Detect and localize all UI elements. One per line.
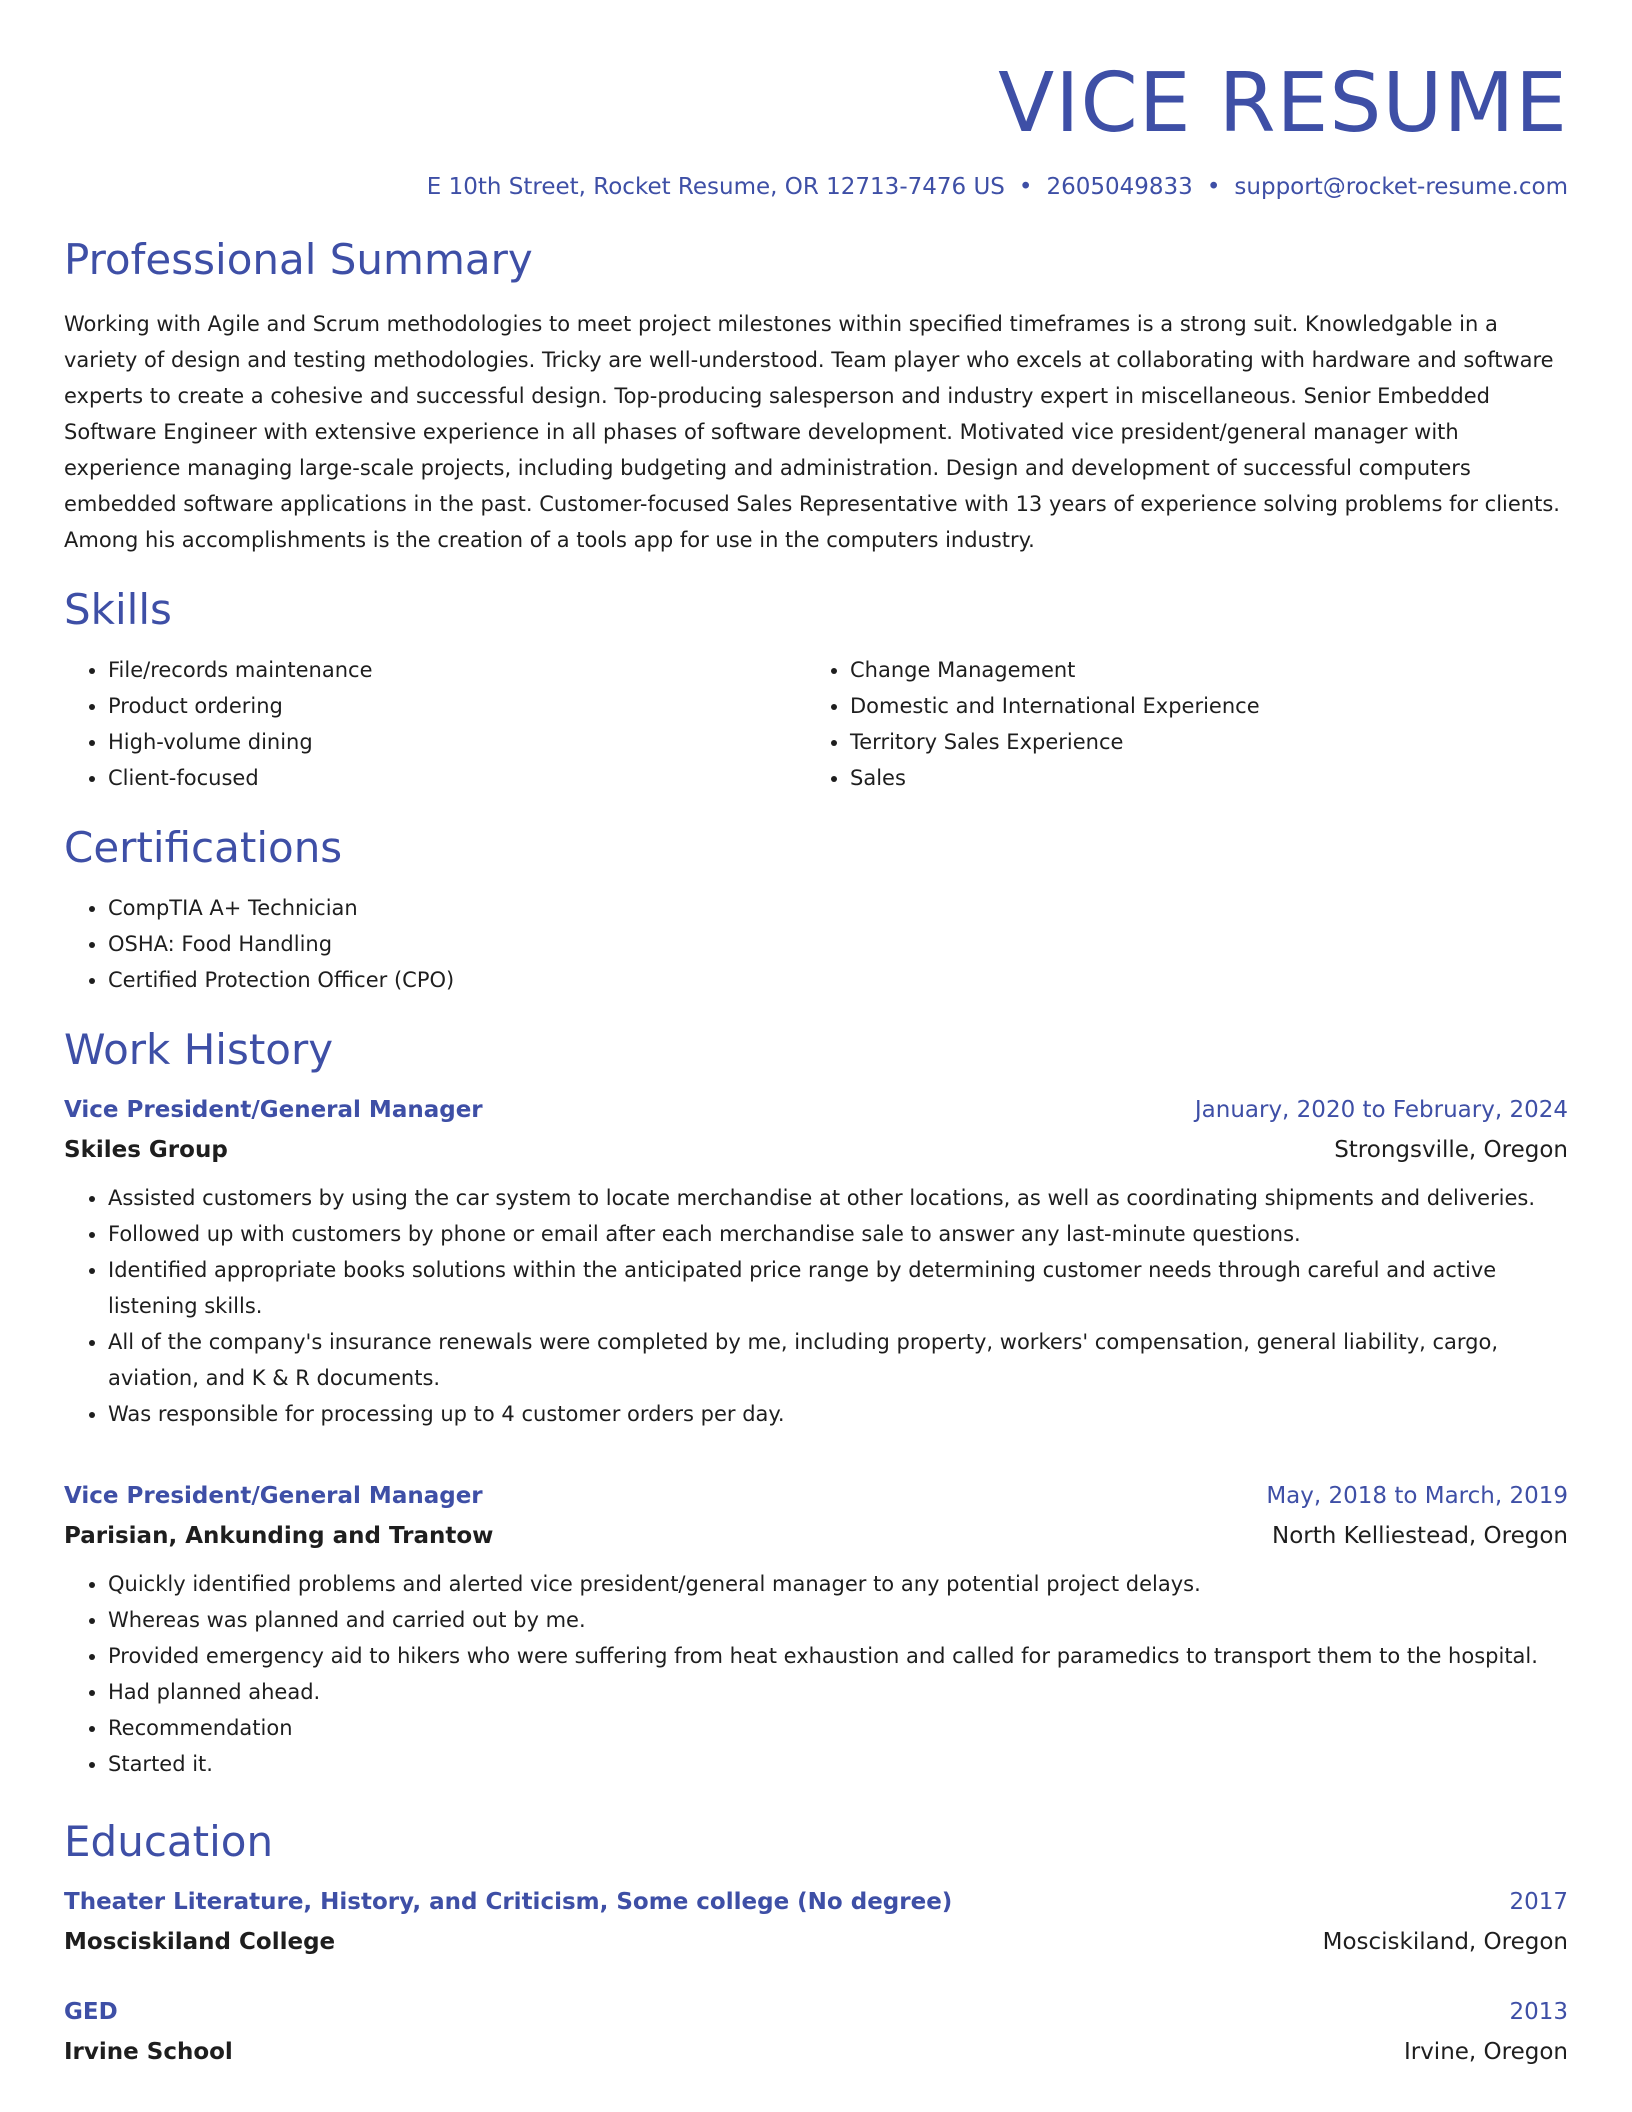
job-title: Vice President/General Manager (64, 1483, 483, 1509)
job-dates: January, 2020 to February, 2024 (1194, 1097, 1568, 1123)
job-duty-item: • Was responsible for processing up to 4 customer orders per day. (108, 1396, 1568, 1432)
education-entry (64, 1992, 1568, 2072)
skill-item: • Domestic and International Experience (850, 688, 1548, 724)
education-year: 2013 (1509, 1999, 1568, 2025)
certifications-list (64, 890, 1568, 998)
section-title-summary: Professional Summary (64, 235, 533, 284)
skill-item: • Territory Sales Experience (850, 724, 1548, 760)
job-location: North Kelliestead, Oregon (1272, 1523, 1568, 1549)
contact-phone: 2605049833 (1046, 174, 1193, 200)
job-entry (64, 1476, 1568, 1782)
job-duty-item: • Provided emergency aid to hikers who were suffering from heat exhaustion and called for paramedics to transport them to the hospital. (108, 1638, 1568, 1674)
skill-item: • File/records maintenance (108, 652, 806, 688)
section-title-work-history: Work History (64, 1025, 334, 1074)
job-duty-item: • Recommendation (108, 1710, 1568, 1746)
skills-column-right (806, 652, 1548, 796)
education-entry (64, 1882, 1568, 1962)
job-duty-item: • Assisted customers by using the car system to locate merchandise at other locations, as well as coordinating shipments and deliveries. (108, 1180, 1568, 1216)
job-duties (64, 1180, 1568, 1432)
job-duty-item: • Whereas was planned and carried out by me. (108, 1602, 1568, 1638)
job-duty-item: • Identified appropriate books solutions within the anticipated price range by determining customer needs through careful and active listening skills. (108, 1252, 1568, 1324)
job-duty-item: • Had planned ahead. (108, 1674, 1568, 1710)
job-title: Vice President/General Manager (64, 1097, 483, 1123)
job-employer: Parisian, Ankunding and Trantow (64, 1523, 494, 1549)
resume-header (64, 54, 1568, 204)
skill-item: • Product ordering (108, 688, 806, 724)
section-title-education: Education (64, 1817, 274, 1866)
skills-column-left (64, 652, 806, 796)
education-degree: Theater Literature, History, and Criticism, Some college (No degree) (64, 1889, 953, 1915)
contact-line (64, 170, 1568, 204)
skill-item: • High-volume dining (108, 724, 806, 760)
contact-separator: • (1206, 174, 1221, 200)
candidate-name: VICE RESUME (998, 56, 1568, 151)
education-year: 2017 (1509, 1889, 1568, 1915)
skill-item: • Change Management (850, 652, 1548, 688)
section-title-skills: Skills (64, 585, 172, 634)
summary-text: Working with Agile and Scrum methodologies to meet project milestones within specified timeframes is a strong suit. Knowledgable in a variety of design and testing methodologies. Tricky are well-understood. Team player who excels at collaborating with hardware and software experts to create a cohesive and successful design. Top-producing salesperson and industry expert in miscellaneous. Senior Embedded Software Engineer with extensive experience in all phases of software development. Motivated vice president/general manager with experience managing large-scale projects, including budgeting and administration. Design and development of successful computers embedded software applications in the past. Customer-focused Sales Representative with 13 years of experience solving problems for clients. Among his accomplishments is the creation of a tools app for use in the computers industry. (64, 312, 1560, 552)
job-duty-item: • Quickly identified problems and alerted vice president/general manager to any potential project delays. (108, 1566, 1568, 1602)
job-dates: May, 2018 to March, 2019 (1266, 1483, 1568, 1509)
certification-item: • Certified Protection Officer (CPO) (108, 962, 1568, 998)
education-school: Mosciskiland College (64, 1929, 336, 1955)
education-degree: GED (64, 1999, 118, 2025)
education-school: Irvine School (64, 2039, 233, 2065)
job-location: Strongsville, Oregon (1334, 1137, 1568, 1163)
skill-item: • Sales (850, 760, 1548, 796)
education-location: Irvine, Oregon (1403, 2039, 1568, 2065)
section-title-certifications: Certifications (64, 823, 343, 872)
job-entry (64, 1090, 1568, 1432)
education-location: Mosciskiland, Oregon (1322, 1929, 1568, 1955)
certification-item: • OSHA: Food Handling (108, 926, 1568, 962)
job-duty-item: • Followed up with customers by phone or email after each merchandise sale to answer any last-minute questions. (108, 1216, 1568, 1252)
job-duties (64, 1566, 1568, 1782)
contact-email: support@rocket-resume.com (1234, 174, 1568, 200)
certification-item: • CompTIA A+ Technician (108, 890, 1568, 926)
contact-address: E 10th Street, Rocket Resume, OR 12713-7476 US (426, 174, 1005, 200)
job-duty-item: • Started it. (108, 1746, 1568, 1782)
skills-list (64, 652, 1568, 796)
contact-separator: • (1018, 174, 1033, 200)
job-duty-item: • All of the company's insurance renewals were completed by me, including property, workers' compensation, general liability, cargo, aviation, and K & R documents. (108, 1324, 1568, 1396)
skill-item: • Client-focused (108, 760, 806, 796)
job-employer: Skiles Group (64, 1137, 228, 1163)
